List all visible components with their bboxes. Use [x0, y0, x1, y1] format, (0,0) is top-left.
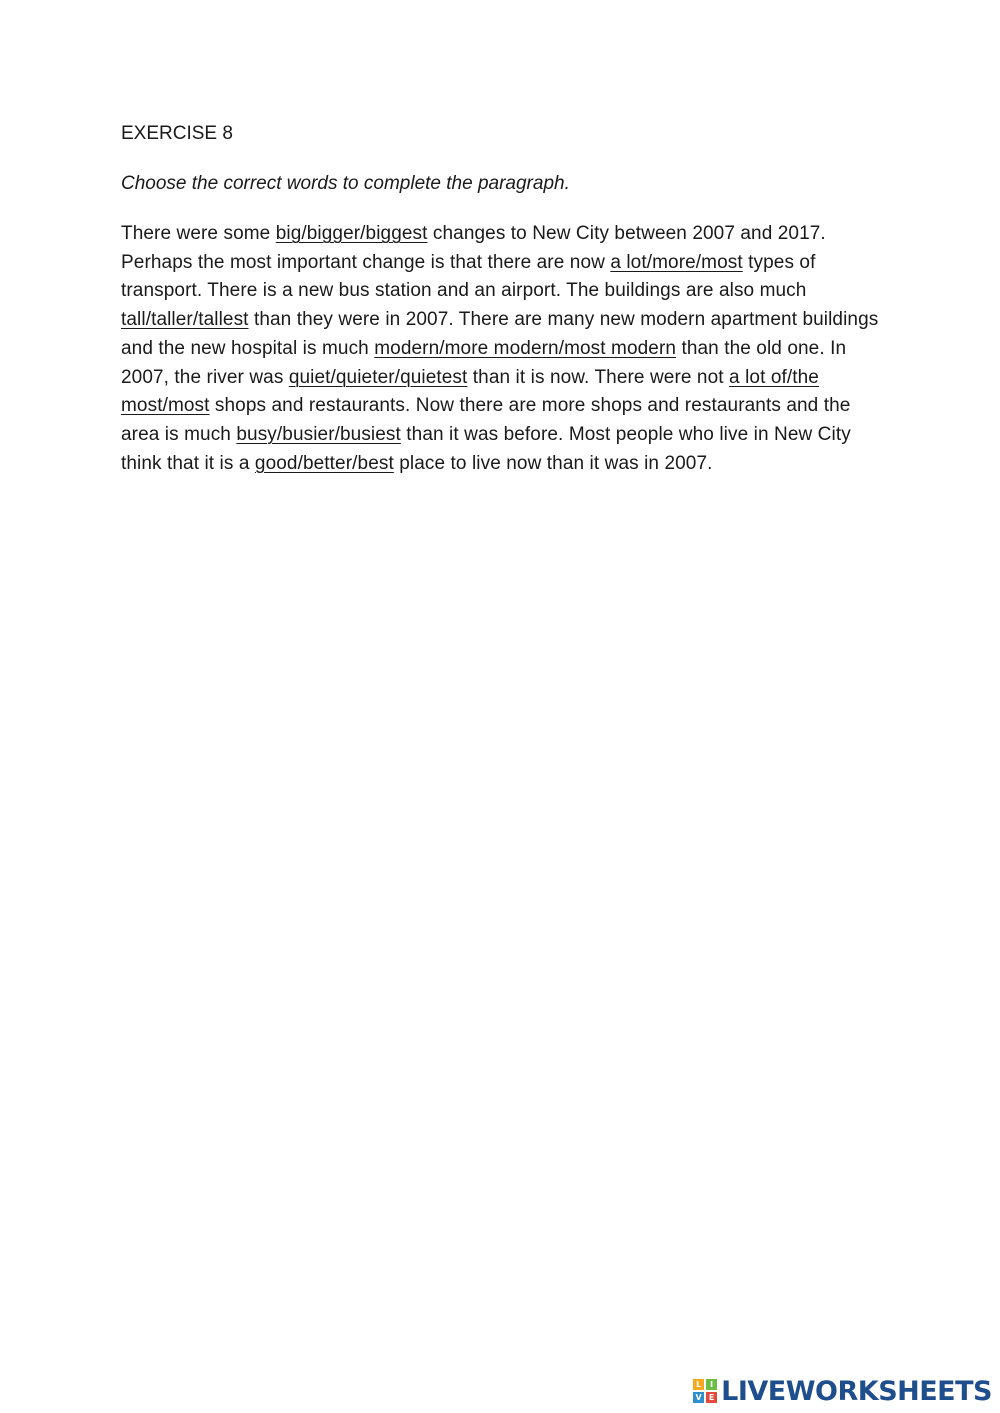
answer-options[interactable]: busy/busier/busiest — [236, 423, 401, 445]
answer-options[interactable]: quiet/quieter/quietest — [288, 366, 468, 388]
logo-mark-letter: V — [693, 1392, 704, 1403]
answer-options[interactable]: good/better/best — [254, 452, 394, 474]
exercise-paragraph — [121, 220, 881, 478]
answer-options[interactable]: tall/taller/tallest — [121, 309, 249, 331]
paragraph-text: than the old one. In 2007, the river was — [121, 337, 847, 388]
paragraph-text: shops and restaurants. Now there are more shops and restaurants and the area is much — [121, 395, 851, 445]
exercise-content — [121, 120, 881, 478]
paragraph-text: than it was before. Most people who live in New City think that it is a — [121, 423, 851, 474]
logo-text: LIVEWORKSHEETS — [721, 1375, 992, 1407]
logo-mark-letter: I — [706, 1379, 717, 1390]
paragraph-text: than it is now. There were not — [467, 366, 730, 388]
liveworksheets-logo — [693, 1375, 992, 1407]
paragraph-text: changes to New City between 2007 and 2017. Perhaps the most important change is that there are now — [121, 223, 826, 273]
logo-mark-icon — [693, 1379, 717, 1403]
answer-options[interactable]: a lot of/the most/most — [121, 366, 819, 417]
answer-options[interactable]: big/bigger/biggest — [275, 223, 428, 244]
paragraph-text: place to live now than it was in 2007. — [393, 452, 713, 474]
paragraph-text: There were some — [121, 223, 276, 244]
paragraph-text: than they were in 2007. There are many new modern apartment buildings and the new hospital is much — [121, 309, 879, 359]
exercise-heading: EXERCISE 8 — [121, 123, 233, 144]
answer-options[interactable]: modern/more modern/most modern — [374, 337, 677, 359]
paragraph-text: types of transport. There is a new bus station and an airport. The buildings are also much — [121, 251, 816, 302]
logo-mark-letter: L — [693, 1379, 704, 1390]
logo-mark-letter: E — [706, 1392, 717, 1403]
exercise-instruction: Choose the correct words to complete the paragraph. — [121, 173, 570, 194]
answer-options[interactable]: a lot/more/most — [610, 251, 743, 273]
